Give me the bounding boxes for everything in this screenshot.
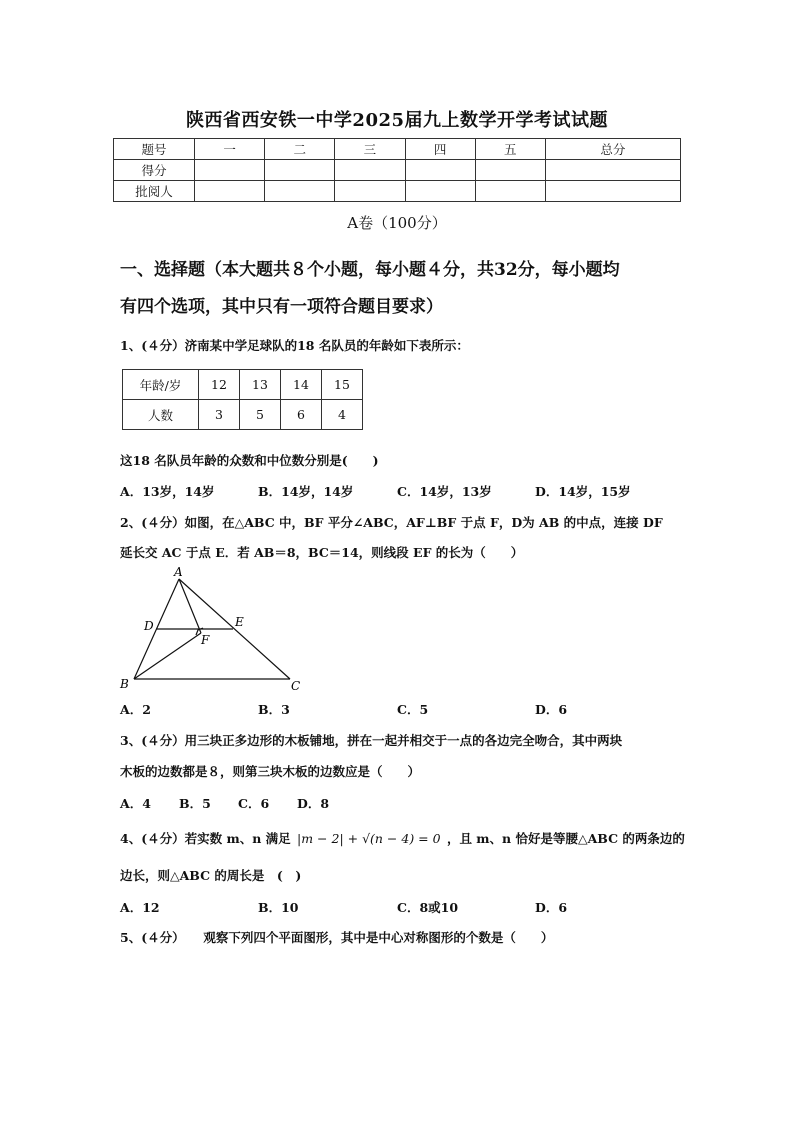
age-table <box>122 369 363 430</box>
label-a: A <box>174 565 183 579</box>
table-cell: 4 <box>322 400 363 430</box>
table-cell <box>405 160 475 181</box>
table-cell <box>475 160 545 181</box>
q2-line1: 2、(４分）如图，在△ABC 中，BF 平分∠ABC，AF⊥BF 于点 F，D为 AB 的中点，连接 DF <box>120 515 663 530</box>
table-cell <box>265 181 335 202</box>
q1-stem: 1、(４分）济南某中学足球队的18 名队员的年龄如下表所示： <box>120 338 469 353</box>
table-cell <box>335 181 405 202</box>
table-cell: 3 <box>199 400 240 430</box>
table-cell: 6 <box>281 400 322 430</box>
section-heading <box>120 252 680 326</box>
label-e: E <box>235 615 244 629</box>
q3-line2: 木板的边数都是８，则第三块木板的边数应是（ ） <box>120 764 421 779</box>
score-table <box>113 138 681 202</box>
q4-option-a: A．12 <box>120 900 160 915</box>
q4-line1 <box>120 829 685 847</box>
q4-formula: |m − 2| + √(n − 4) = 0 <box>297 831 441 846</box>
table-cell <box>335 160 405 181</box>
table-cell: 五 <box>475 139 545 160</box>
page-title: 陕西省西安铁一中学2025届九上数学开学考试试题 <box>185 110 609 131</box>
table-cell <box>265 160 335 181</box>
q3-line1: 3、(４分）用三块正多边形的木板铺地，拼在一起并相交于一点的各边完全吻合，其中两块 <box>120 733 623 748</box>
table-cell: 12 <box>199 370 240 400</box>
table-cell <box>545 181 680 202</box>
q2-option-d: D．6 <box>535 702 568 717</box>
label-f: F <box>201 633 210 647</box>
table-cell <box>475 181 545 202</box>
table-cell: 13 <box>240 370 281 400</box>
table-row <box>114 181 681 202</box>
q1-question: 这18 名队员年龄的众数和中位数分别是( ) <box>120 453 379 468</box>
label-b: B <box>120 677 129 691</box>
q2-line2: 延长交 AC 于点 E．若 AB＝8，BC＝14，则线段 EF 的长为（ ） <box>120 545 524 560</box>
table-cell: 得分 <box>114 160 195 181</box>
q4-option-d: D．6 <box>535 900 568 915</box>
table-cell <box>405 181 475 202</box>
segment-af <box>179 579 201 633</box>
section-line: 有四个选项，其中只有一项符合题目要求） <box>120 297 443 317</box>
section-line: 一、选择题（本大题共８个小题，每小题４分，共32分，每小题均 <box>120 260 620 280</box>
table-cell: 15 <box>322 370 363 400</box>
table-cell <box>195 160 265 181</box>
q4-line2: 边长，则△ABC 的周长是 ( ) <box>120 868 302 883</box>
triangle-figure <box>115 562 315 697</box>
table-cell: 14 <box>281 370 322 400</box>
table-cell: 二 <box>265 139 335 160</box>
q3-option-d: D．8 <box>297 796 330 811</box>
table-cell <box>545 160 680 181</box>
q1-option-c: C．14岁，13岁 <box>397 484 492 499</box>
q4-option-b: B．10 <box>258 900 299 915</box>
q3-option-c: C．6 <box>238 796 270 811</box>
q2-option-a: A．2 <box>120 702 151 717</box>
q1-option-d: D．14岁，15岁 <box>535 484 631 499</box>
label-c: C <box>291 679 301 693</box>
volume-heading: A卷（100分） <box>347 214 447 232</box>
table-cell: 四 <box>405 139 475 160</box>
q4-line1-after: ，且 m、n 恰好是等腰△ABC 的两条边的 <box>446 831 685 846</box>
q2-option-b: B．3 <box>258 702 290 717</box>
table-row <box>114 160 681 181</box>
q5-stem: 5、(４分） 观察下列四个平面图形，其中是中心对称图形的个数是（ ） <box>120 930 554 945</box>
table-cell: 批阅人 <box>114 181 195 202</box>
table-row <box>123 370 363 400</box>
table-cell: 三 <box>335 139 405 160</box>
table-cell <box>195 181 265 202</box>
table-cell: 一 <box>195 139 265 160</box>
table-cell: 5 <box>240 400 281 430</box>
q3-option-a: A．4 <box>120 796 151 811</box>
q1-option-b: B．14岁，14岁 <box>258 484 354 499</box>
q4-line1-before: 4、(４分）若实数 m、n 满足 <box>120 831 291 846</box>
table-cell: 年龄/岁 <box>123 370 199 400</box>
label-d: D <box>144 619 154 633</box>
table-cell: 题号 <box>114 139 195 160</box>
q4-option-c: C．8或10 <box>397 900 459 915</box>
table-row <box>123 400 363 430</box>
q3-option-b: B．5 <box>179 796 211 811</box>
table-row <box>114 139 681 160</box>
q1-option-a: A．13岁，14岁 <box>120 484 215 499</box>
table-cell: 总分 <box>545 139 680 160</box>
table-cell: 人数 <box>123 400 199 430</box>
q2-option-c: C．5 <box>397 702 429 717</box>
